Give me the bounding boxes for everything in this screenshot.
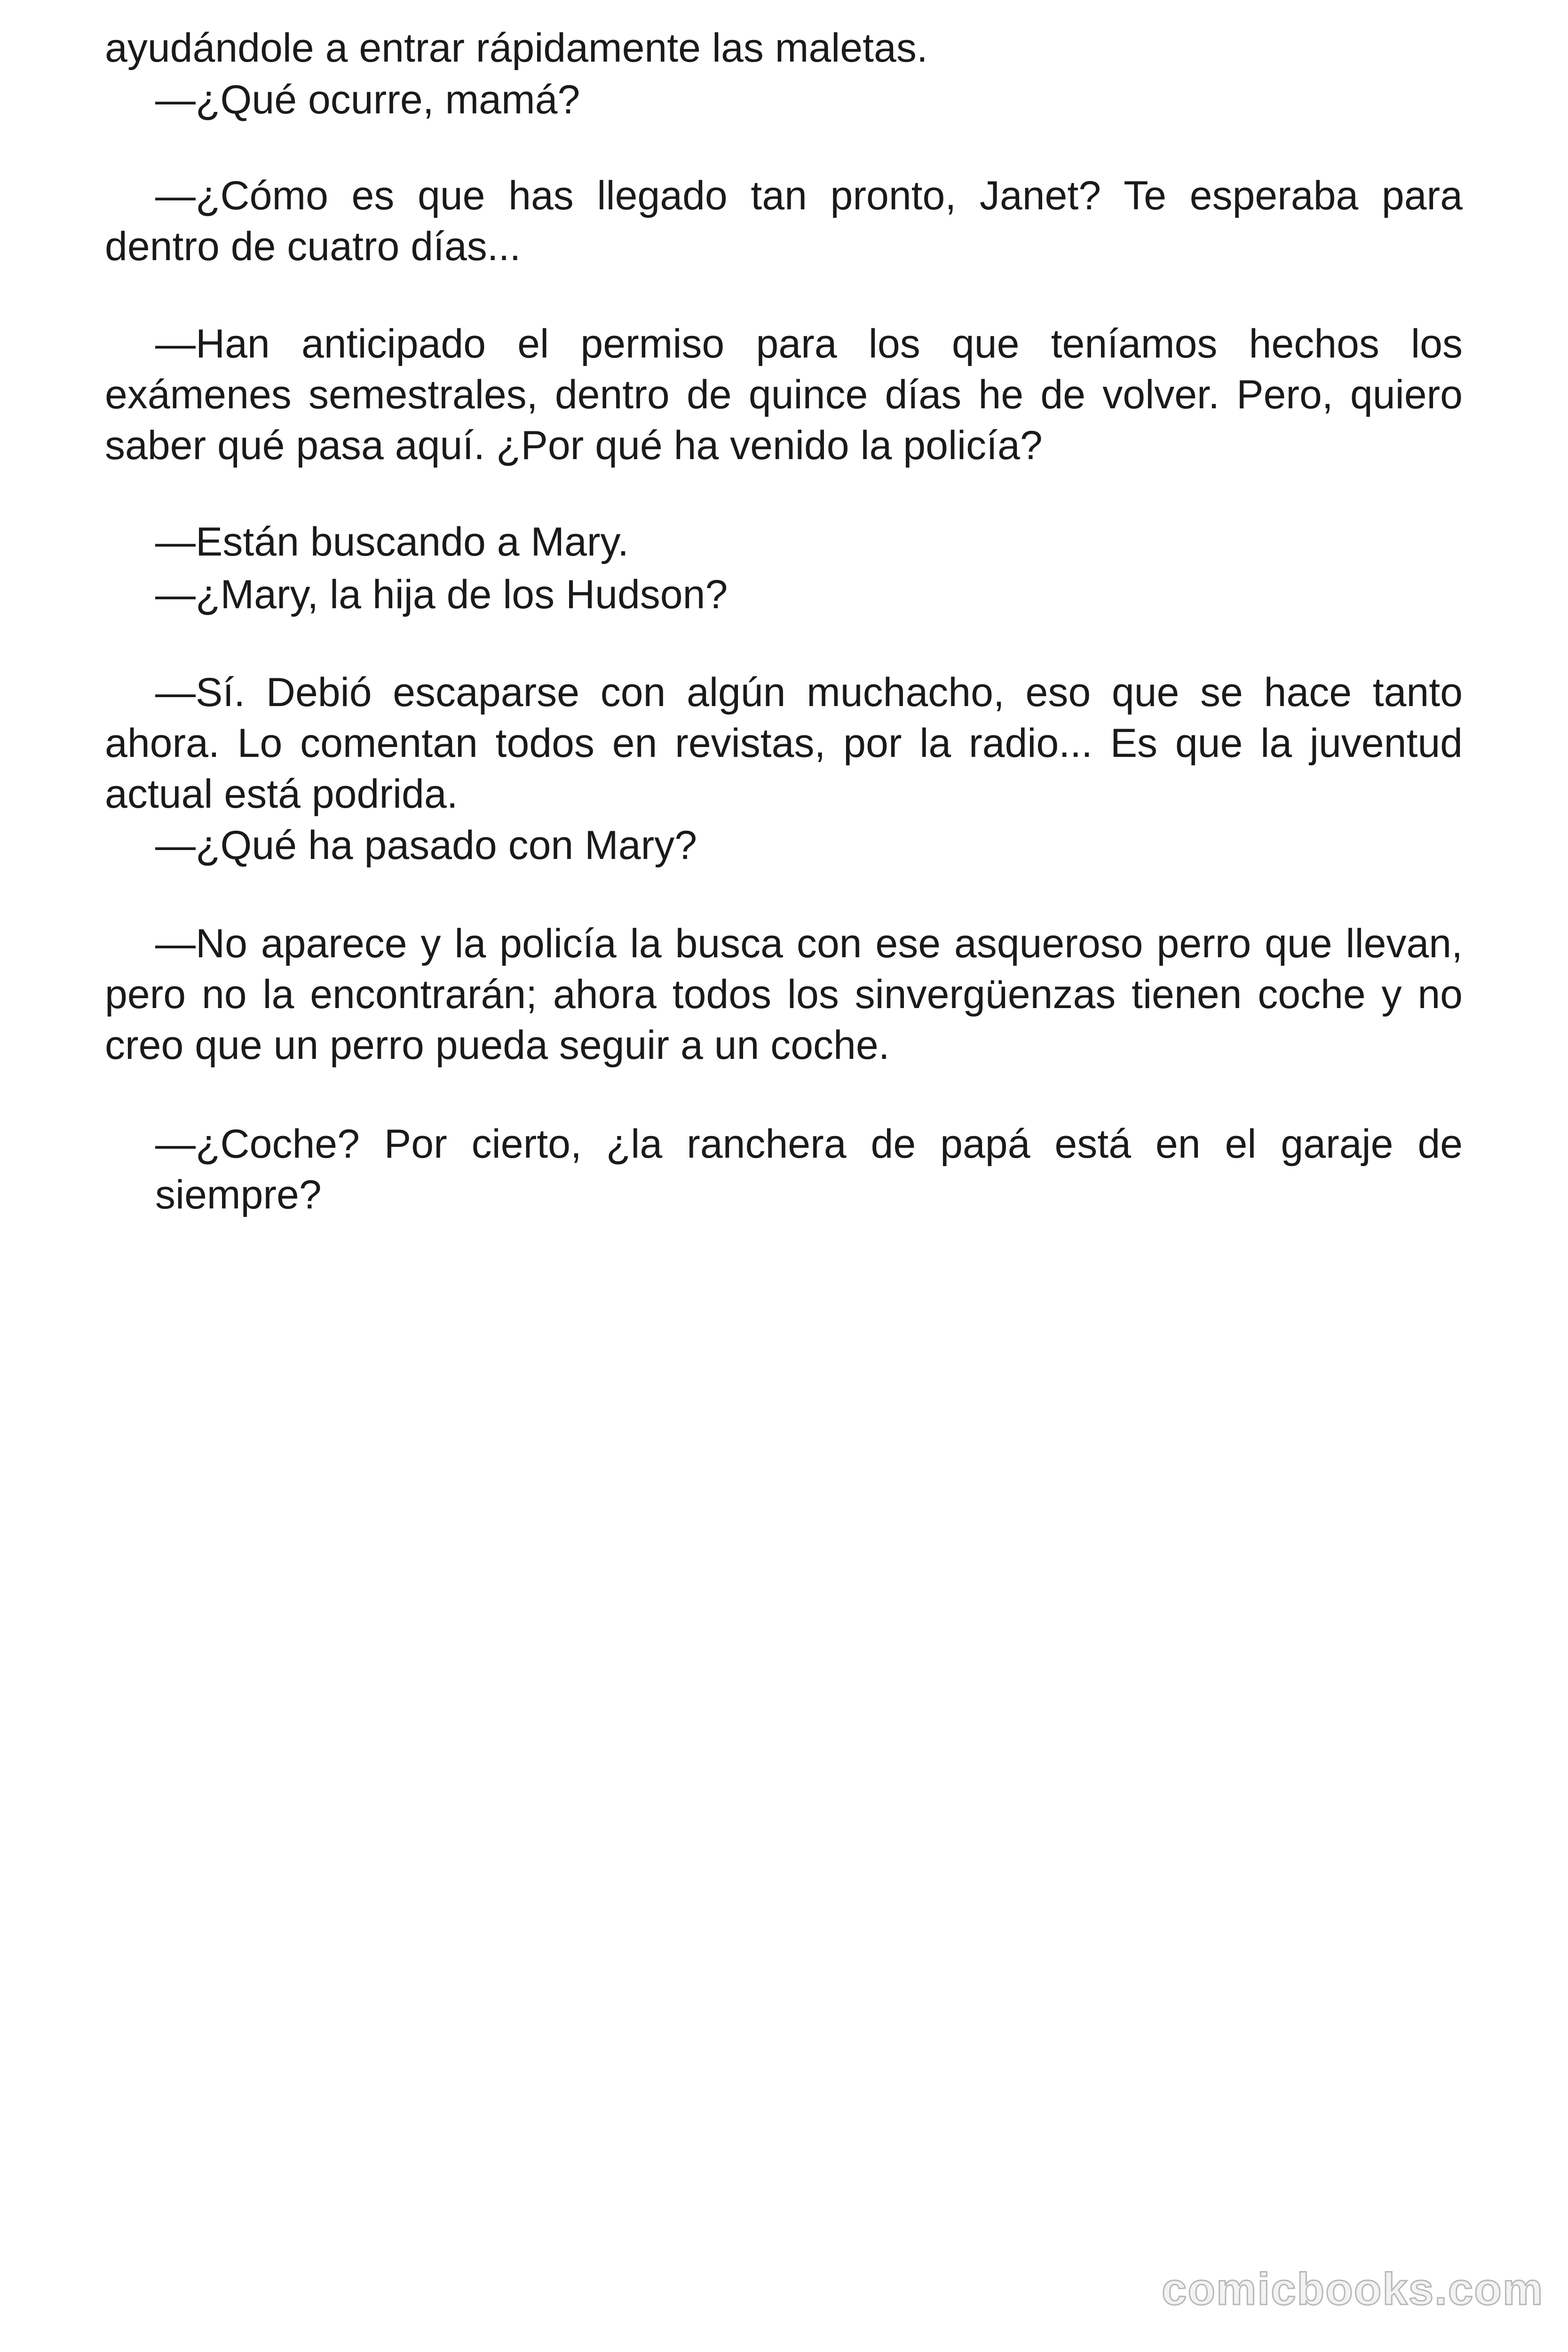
watermark: comicbooks.com <box>1162 2264 1544 2314</box>
dialogue-line: —¿Mary, la hija de los Hudson? <box>155 572 728 617</box>
dialogue-paragraph: —Han anticipado el permiso para los que teníamos hechos los exámenes semestrales, dentro de quince días he de volver. Pero, quiero saber qué pasa aquí. ¿Por qué ha venido la policía? <box>105 321 1463 468</box>
dialogue-line: —¿Qué ocurre, mamá? <box>155 77 580 122</box>
dialogue-line: —Están buscando a Mary. <box>155 519 629 564</box>
paragraph-continuation: ayudándole a entrar rápidamente las maletas. <box>105 25 928 71</box>
dialogue-paragraph: —¿Cómo es que has llegado tan pronto, Janet? Te esperaba para dentro de cuatro días... <box>105 173 1463 269</box>
dialogue-paragraph: —Sí. Debió escaparse con algún muchacho, eso que se hace tanto ahora. Lo comentan todos en revistas, por la radio... Es que la juventud actual está podrida. <box>105 670 1463 817</box>
dialogue-paragraph: —No aparece y la policía la busca con ese asqueroso perro que llevan, pero no la encontrarán; ahora todos los sinvergüenzas tienen coche y no creo que un perro pueda seguir a un coche. <box>105 921 1463 1068</box>
dialogue-paragraph: —¿Coche? Por cierto, ¿la ranchera de papá está en el garaje de siempre? <box>155 1121 1463 1217</box>
dialogue-line: —¿Qué ha pasado con Mary? <box>155 823 697 868</box>
